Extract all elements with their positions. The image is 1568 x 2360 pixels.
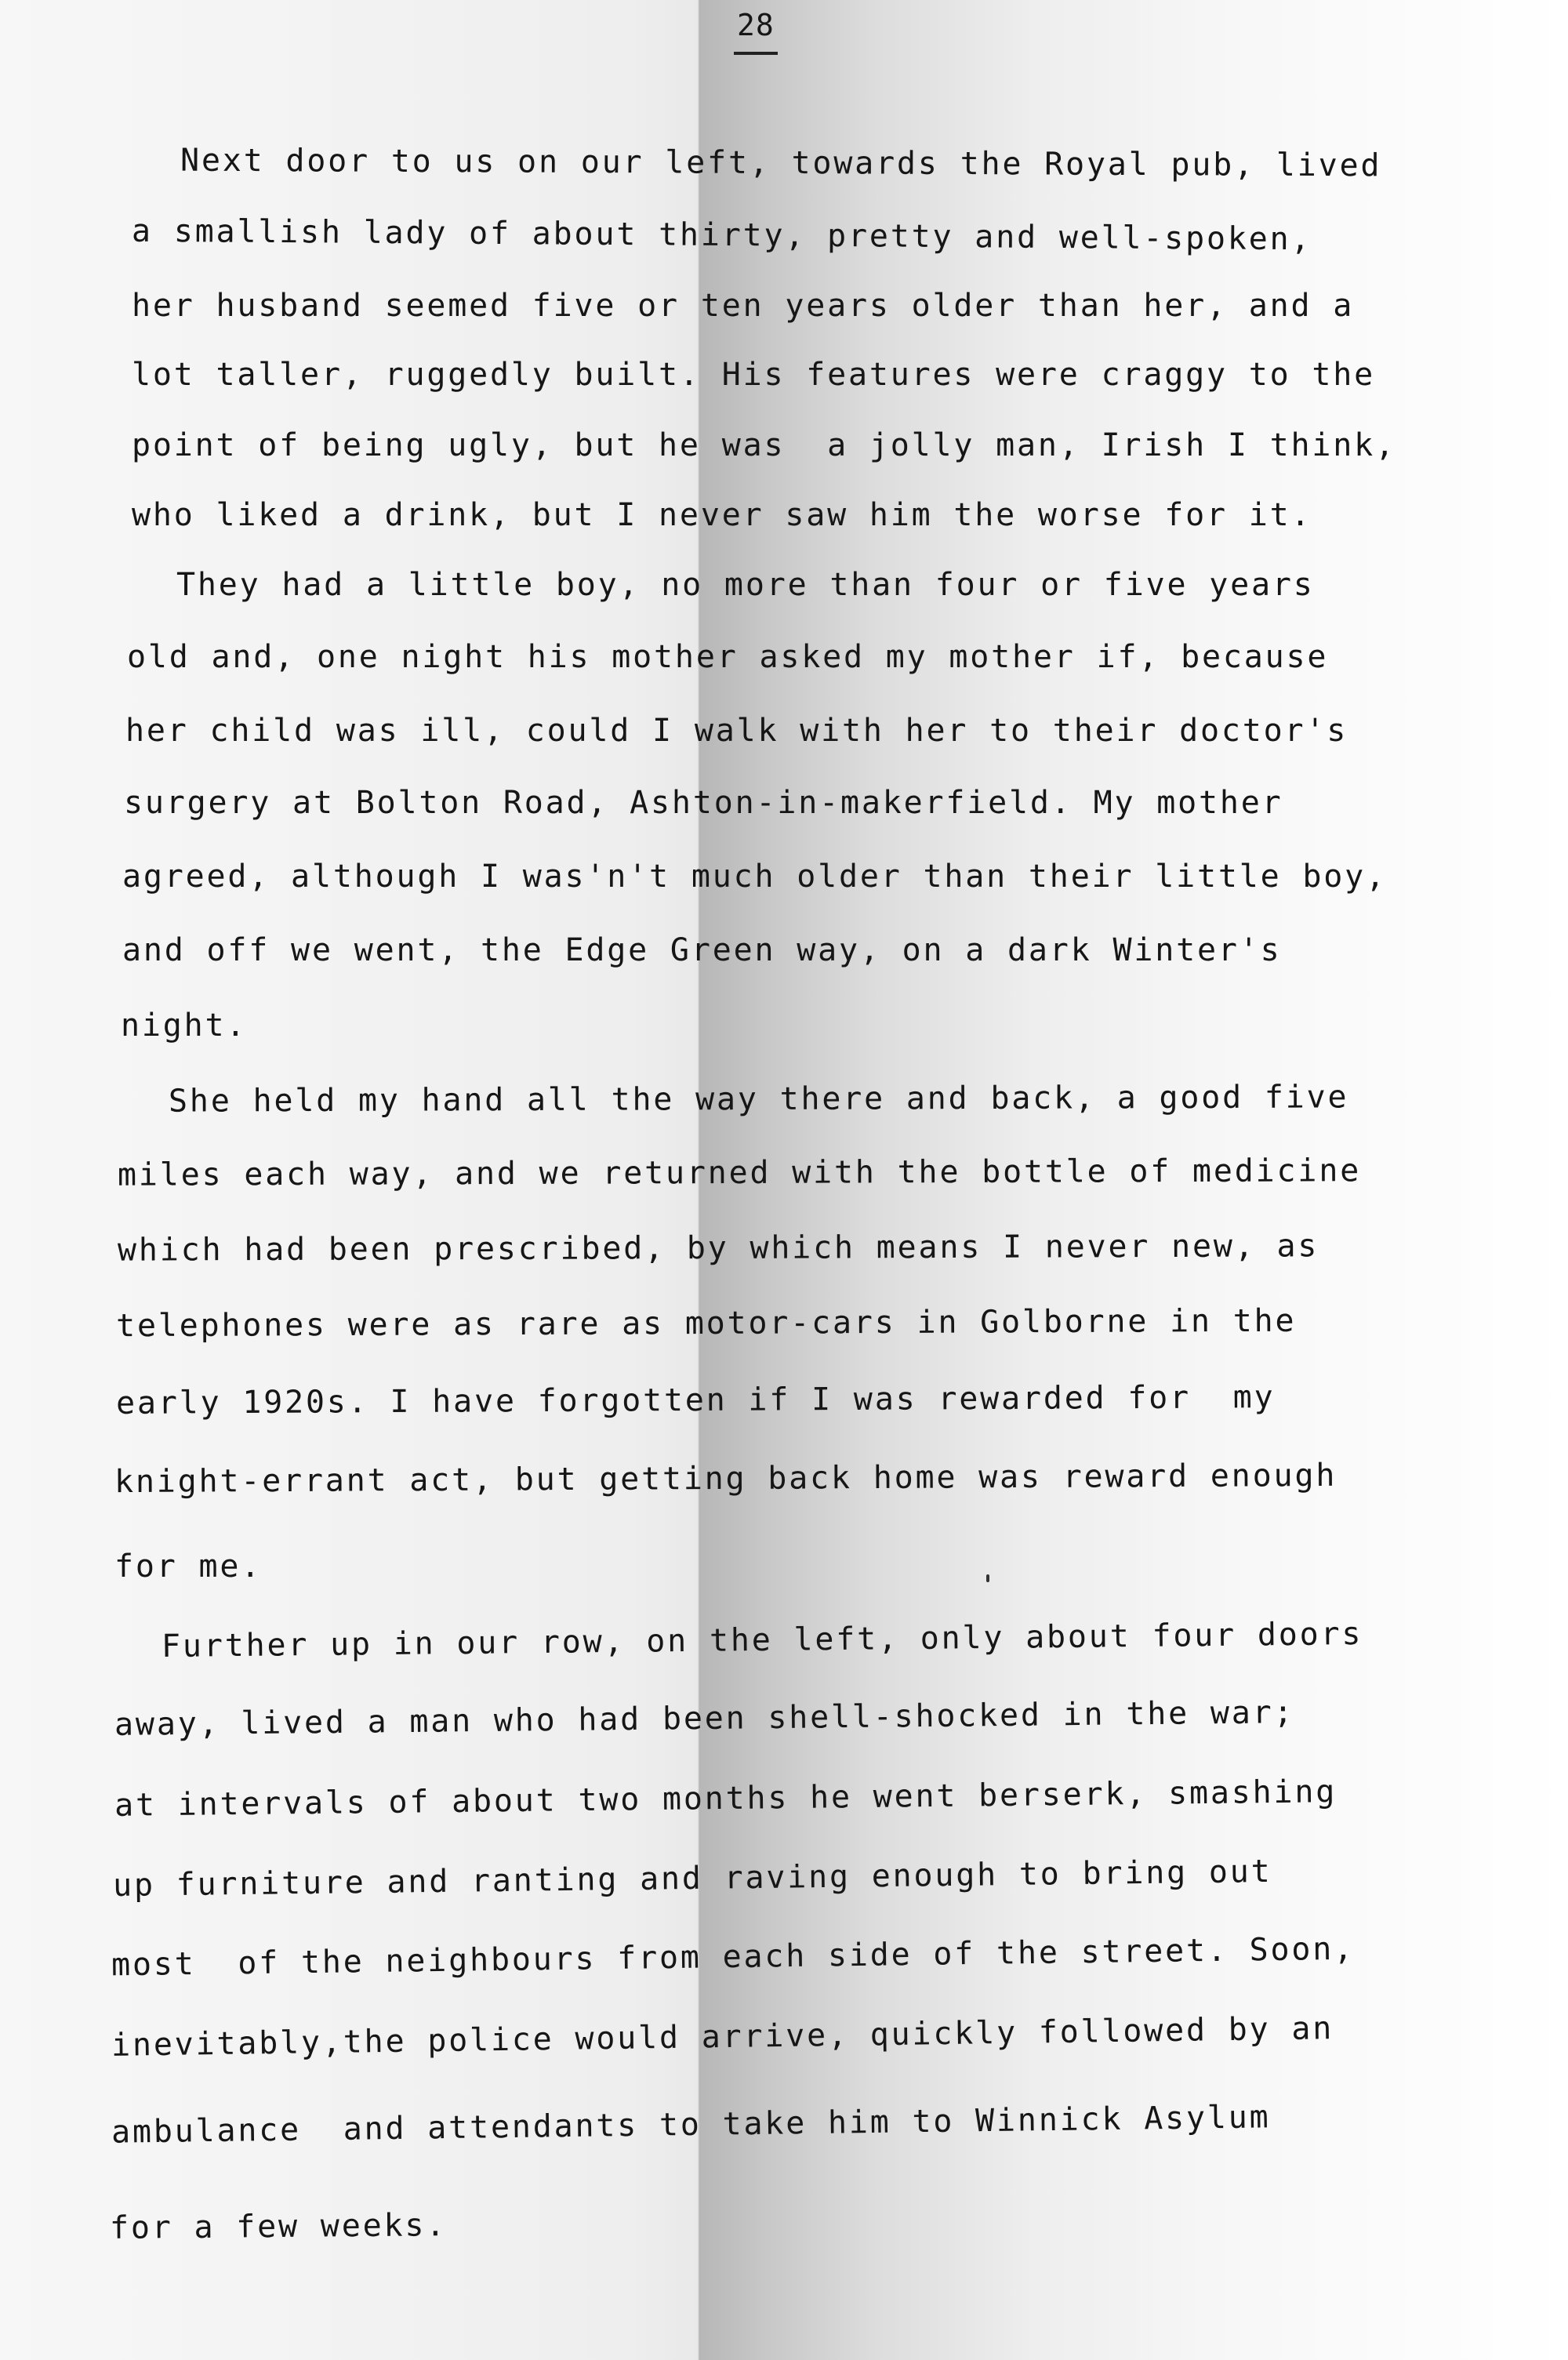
- text-line: at intervals of about two months he went berserk, smashing: [114, 1774, 1338, 1824]
- text-line: surgery at Bolton Road, Ashton-in-makerfield. My mother: [124, 785, 1283, 821]
- text-line: point of being ugly, but he was a jolly man, Irish I think,: [132, 427, 1396, 463]
- text-line: up furniture and ranting and raving enough to bring out: [112, 1853, 1272, 1904]
- text-line: and off we went, the Edge Green way, on a dark Winter's: [122, 932, 1282, 968]
- text-line: inevitably,the police would arrive, quickly followed by an: [111, 2010, 1334, 2064]
- text-line: Further up in our row, on the left, only about four doors: [161, 1615, 1363, 1665]
- text-line: Next door to us on our left, towards the Royal pub, lived: [180, 142, 1382, 184]
- text-line: which had been prescribed, by which means I never new, as: [117, 1228, 1319, 1269]
- text-line: They had a little boy, no more than four or five years: [176, 567, 1315, 603]
- text-line: knight-errant act, but getting back home was reward enough: [114, 1457, 1338, 1501]
- page-number: 28: [737, 8, 775, 42]
- text-line: agreed, although I was'n't much older than their little boy,: [122, 859, 1387, 895]
- text-line: for a few weeks.: [109, 2207, 448, 2246]
- text-line: miles each way, and we returned with the bottle of medicine: [117, 1153, 1362, 1193]
- stray-ink-mark: [986, 1574, 989, 1582]
- text-line: away, lived a man who had been shell-shocked in the war;: [114, 1694, 1295, 1743]
- text-line: telephones were as rare as motor-cars in Golborne in the: [115, 1302, 1297, 1345]
- page-number-underline: [734, 52, 778, 55]
- text-line: her child was ill, could I walk with her to their doctor's: [125, 713, 1348, 749]
- text-line: night.: [121, 1008, 248, 1044]
- text-line: ambulance and attendants to take him to Winnick Asylum: [111, 2099, 1271, 2151]
- text-line: She held my hand all the way there and back, a good five: [168, 1079, 1349, 1120]
- text-line: early 1920s. I have forgotten if I was rewarded for my: [115, 1379, 1276, 1421]
- text-line: for me.: [114, 1549, 263, 1585]
- text-line: most of the neighbours from each side of the street. Soon,: [111, 1930, 1356, 1984]
- text-line: old and, one night his mother asked my mother if, because: [127, 639, 1329, 675]
- text-line: who liked a drink, but I never saw him the worse for it.: [132, 497, 1312, 533]
- text-line: lot taller, ruggedly built. His features were craggy to the: [132, 357, 1376, 393]
- text-line: her husband seemed five or ten years older than her, and a: [132, 288, 1355, 324]
- text-line: a smallish lady of about thirty, pretty and well-spoken,: [131, 212, 1312, 258]
